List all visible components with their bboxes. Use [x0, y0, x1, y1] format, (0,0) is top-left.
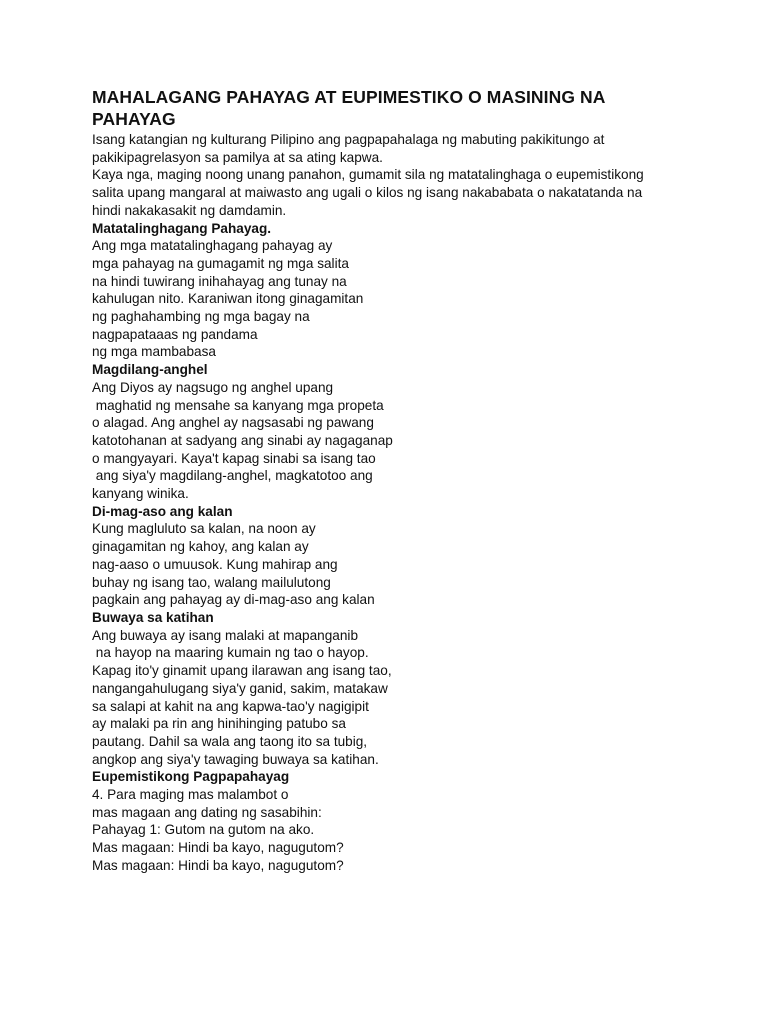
body-text-line: o mangyayari. Kaya't kapag sinabi sa isang tao [92, 450, 376, 466]
body-text-line: o alagad. Ang anghel ay nagsasabi ng pawang [92, 415, 374, 431]
body-text-line: buhay ng isang tao, walang mailulutong [92, 574, 331, 590]
body-text-line: ang siya'y magdilang-anghel, magkatotoo ang [92, 468, 373, 484]
body-text-line: pagkain ang pahayag ay di-mag-aso ang kalan [92, 592, 375, 608]
body-text-line: ginagamitan ng kahoy, ang kalan ay [92, 539, 309, 555]
body-text-line: maghatid ng mensahe sa kanyang mga propeta [92, 397, 384, 413]
body-text-line: pautang. Dahil sa wala ang taong ito sa tubig, [92, 733, 368, 749]
body-text-line: ay malaki pa rin ang hinihinging patubo sa [92, 716, 346, 732]
body-text-line: Ang buwaya ay isang malaki at mapanganib [92, 627, 359, 643]
body-text-line: hindi nakakasakit ng damdamin. [92, 202, 287, 218]
body-text-line: kahulugan nito. Karaniwan itong ginagamitan [92, 291, 364, 307]
body-text-line: ng paghahambing ng mga bagay na [92, 309, 310, 325]
body-text-line: Kaya nga, maging noong unang panahon, gumamit sila ng matatalinghaga o eupemistikong [92, 167, 644, 183]
body-text-line: nagpapataaas ng pandama [92, 326, 258, 342]
document-page [92, 86, 692, 875]
section-heading: Eupemistikong Pagpapahayag [92, 769, 290, 785]
body-text-line: Ang Diyos ay nagsugo ng anghel upang [92, 379, 334, 395]
body-text-line: nag-aaso o umuusok. Kung mahirap ang [92, 556, 338, 572]
body-text-line: mas magaan ang dating ng sasabihin: [92, 804, 322, 820]
section-heading: Di-mag-aso ang kalan [92, 503, 233, 519]
body-text-line: angkop ang siya'y tawaging buwaya sa katihan. [92, 751, 379, 767]
body-text-line: sa salapi at kahit na ang kapwa-tao'y nagigipit [92, 698, 369, 714]
document-title: MAHALAGANG PAHAYAG AT EUPIMESTIKO O MASINING NA PAHAYAG [92, 87, 605, 129]
body-text-line: pakikipagrelasyon sa pamilya at sa ating kapwa. [92, 149, 383, 165]
body-text-line: Mas magaan: Hindi ba kayo, nagugutom? [92, 857, 344, 873]
document-body [92, 131, 692, 875]
body-text-line: Pahayag 1: Gutom na gutom na ako. [92, 822, 315, 838]
body-text-line: katotohanan at sadyang ang sinabi ay nagaganap [92, 432, 393, 448]
section-heading: Matatalinghagang Pahayag. [92, 220, 272, 236]
body-text-line: Isang katangian ng kulturang Pilipino ang pagpapahalaga ng mabuting pakikitungo at [92, 132, 605, 147]
body-text-line: 4. Para maging mas malambot o [92, 787, 289, 803]
body-text-line: na hayop na maaring kumain ng tao o hayop. [92, 645, 369, 661]
section-heading: Buwaya sa katihan [92, 609, 214, 625]
body-text-line: Kapag ito'y ginamit upang ilarawan ang isang tao, [92, 663, 392, 679]
body-text-line: mga pahayag na gumagamit ng mga salita [92, 255, 349, 271]
body-text-line: Mas magaan: Hindi ba kayo, nagugutom? [92, 840, 344, 856]
body-text-line: Kung magluluto sa kalan, na noon ay [92, 521, 316, 537]
body-text-line: nangangahulugang siya'y ganid, sakim, matakaw [92, 680, 388, 696]
body-text-line: ng mga mambabasa [92, 344, 216, 360]
body-text-line: kanyang winika. [92, 486, 189, 502]
section-heading: Magdilang-anghel [92, 362, 208, 378]
body-text-line: na hindi tuwirang inihahayag ang tunay na [92, 273, 347, 289]
body-text-line: Ang mga matatalinghagang pahayag ay [92, 238, 333, 254]
body-text-line: salita upang mangaral at maiwasto ang ugali o kilos ng isang nakababata o nakatatanda na [92, 185, 643, 201]
